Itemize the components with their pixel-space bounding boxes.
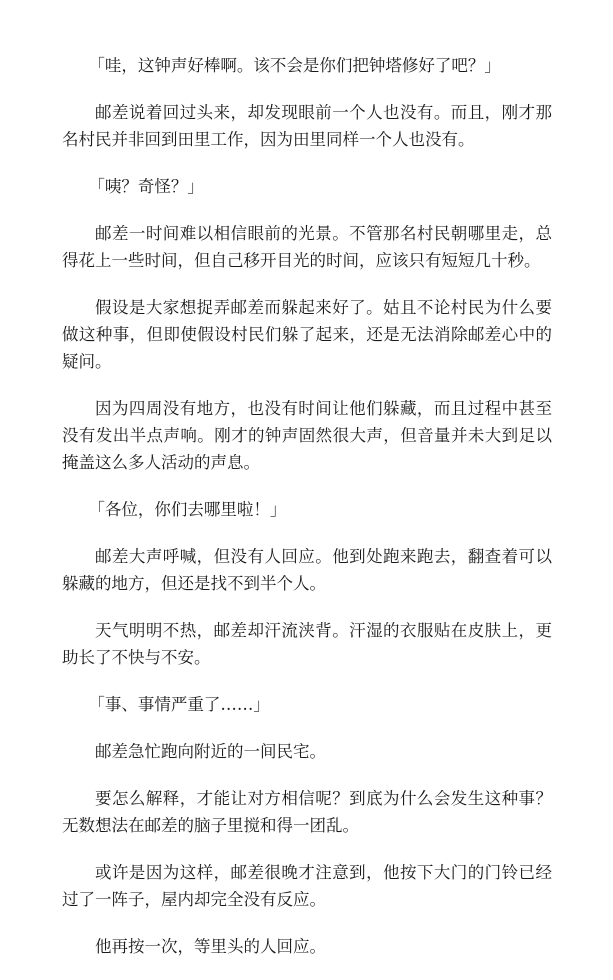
dialogue-paragraph: 「各位，你们去哪里啦！」 <box>88 500 287 519</box>
narration-paragraph: 邮差一时间难以相信眼前的光景。不管那名村民朝哪里走，总得花上一些时间，但自己移开目光的时间，应该只有短短几十秒。 <box>62 224 552 270</box>
narration-paragraph: 邮差说着回过头来，却发现眼前一个人也没有。而且，刚才那名村民并非回到田里工作，因为田里同样一个人也没有。 <box>62 103 552 149</box>
narration-paragraph: 他再按一次，等里头的人回应。 <box>95 937 326 956</box>
narration-paragraph: 邮差大声呼喊，但没有人回应。他到处跑来跑去，翻查着可以躲藏的地方，但还是找不到半个人。 <box>62 547 552 593</box>
dialogue-paragraph: 「事、事情严重了……」 <box>88 695 270 714</box>
narration-paragraph: 因为四周没有地方，也没有时间让他们躲藏，而且过程中甚至没有发出半点声响。刚才的钟声固然很大声，但音量并未大到足以掩盖这么多人活动的声息。 <box>62 399 552 472</box>
narration-paragraph: 要怎么解释，才能让对方相信呢？到底为什么会发生这种事？无数想法在邮差的脑子里搅和得一团乱。 <box>62 789 552 835</box>
dialogue-paragraph: 「咦？奇怪？」 <box>88 177 204 196</box>
body-text <box>62 52 552 980</box>
narration-paragraph: 假设是大家想捉弄邮差而躲起来好了。姑且不论村民为什么要做这种事，但即使假设村民们躲了起来，还是无法消除邮差心中的疑问。 <box>62 298 552 371</box>
narration-paragraph: 邮差急忙跑向附近的一间民宅。 <box>95 742 326 761</box>
narration-paragraph: 或许是因为这样，邮差很晚才注意到，他按下大门的门铃已经过了一阵子，屋内却完全没有反应。 <box>62 863 552 909</box>
narration-paragraph: 天气明明不热，邮差却汗流浃背。汗湿的衣服贴在皮肤上，更助长了不快与不安。 <box>62 621 552 667</box>
dialogue-paragraph: 「哇，这钟声好棒啊。该不会是你们把钟塔修好了吧？」 <box>88 56 501 75</box>
